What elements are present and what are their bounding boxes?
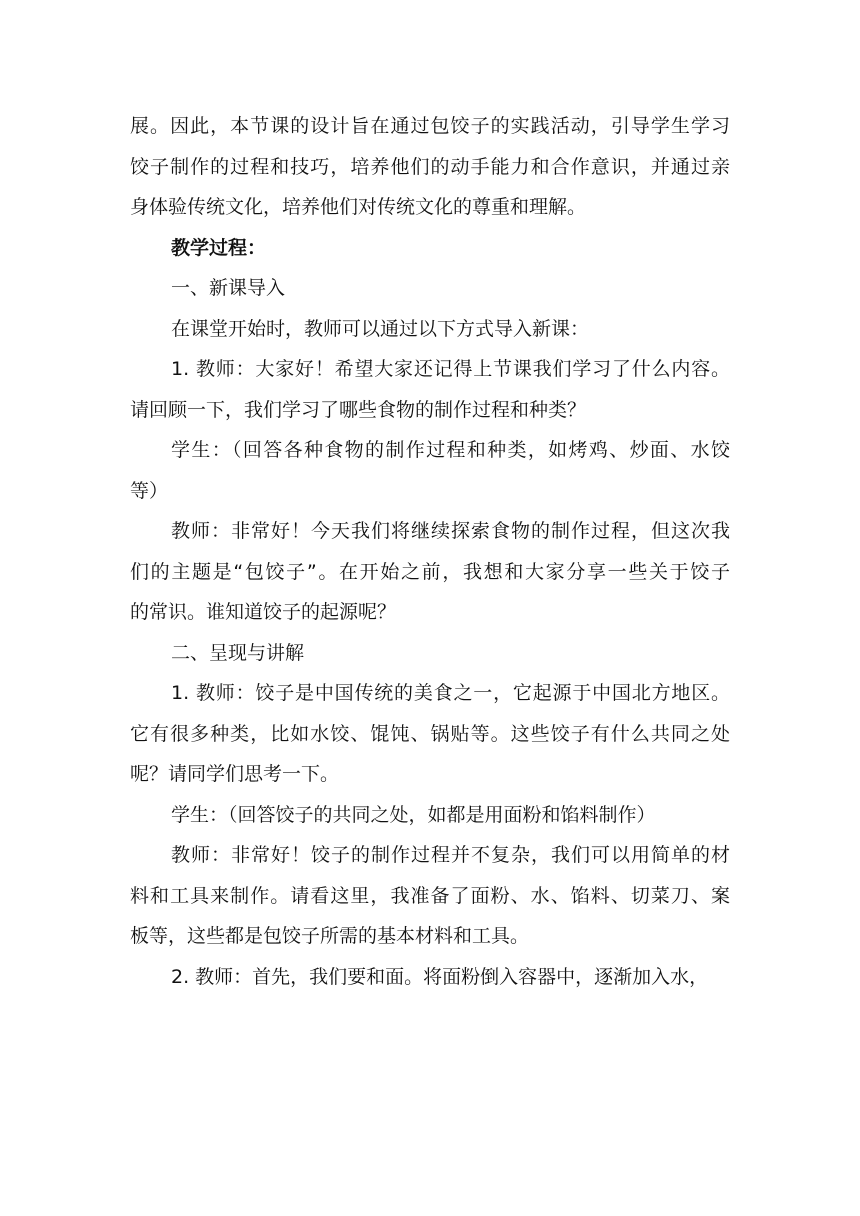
text-line: 2. 教师：首先，我们要和面。将面粉倒入容器中，逐渐加入水， (171, 965, 709, 988)
text-line: 等） (130, 479, 169, 502)
paragraph (130, 268, 730, 309)
text-line: 学生：（回答各种食物的制作过程和种类，如烤鸡、炒面、水饺 (171, 439, 730, 461)
text-line: 们的主题是“包饺子”。在开始之前，我想和大家分享一些关于饺子 (130, 560, 730, 583)
paragraph (130, 106, 730, 228)
paragraph (130, 795, 730, 836)
text-line: 身体验传统文化，培养他们对传统文化的尊重和理解。 (130, 196, 587, 218)
paragraph (130, 633, 730, 674)
document-body (130, 106, 730, 997)
paragraph (130, 430, 730, 511)
text-line: 教学过程： (171, 236, 267, 259)
text-line: 展。因此，本节课的设计旨在通过包饺子的实践活动，引导学生学习 (130, 115, 730, 137)
paragraph (130, 349, 730, 430)
paragraph (130, 957, 730, 998)
text-line: 1. 教师：饺子是中国传统的美食之一，它起源于中国北方地区。 (171, 682, 730, 704)
text-line: 一、新课导入 (171, 277, 286, 299)
paragraph (130, 309, 730, 350)
text-line: 教师：非常好！今天我们将继续探索食物的制作过程，但这次我 (171, 520, 730, 542)
paragraph (130, 673, 730, 795)
text-line: 料和工具来制作。请看这里，我准备了面粉、水、馅料、切菜刀、案 (130, 884, 730, 907)
paragraph (130, 511, 730, 633)
section-heading (130, 228, 730, 269)
text-line: 二、呈现与讲解 (171, 641, 305, 664)
text-line: 教师：非常好！饺子的制作过程并不复杂，我们可以用简单的材 (171, 844, 730, 866)
text-line: 饺子制作的过程和技巧，培养他们的动手能力和合作意识，并通过亲 (130, 155, 730, 178)
text-line: 请回顾一下，我们学习了哪些食物的制作过程和种类？ (130, 398, 587, 421)
text-line: 的常识。谁知道饺子的起源呢？ (130, 601, 397, 623)
text-line: 呢？请同学们思考一下。 (130, 763, 340, 785)
text-line: 板等，这些都是包饺子所需的基本材料和工具。 (130, 925, 530, 947)
text-line: 它有很多种类，比如水饺、馄饨、锅贴等。这些饺子有什么共同之处 (130, 722, 730, 745)
text-line: 学生：（回答饺子的共同之处，如都是用面粉和馅料制作） (171, 803, 656, 826)
text-line: 在课堂开始时，教师可以通过以下方式导入新课： (171, 317, 590, 340)
paragraph (130, 835, 730, 957)
text-line: 1. 教师：大家好！希望大家还记得上节课我们学习了什么内容。 (171, 358, 730, 380)
